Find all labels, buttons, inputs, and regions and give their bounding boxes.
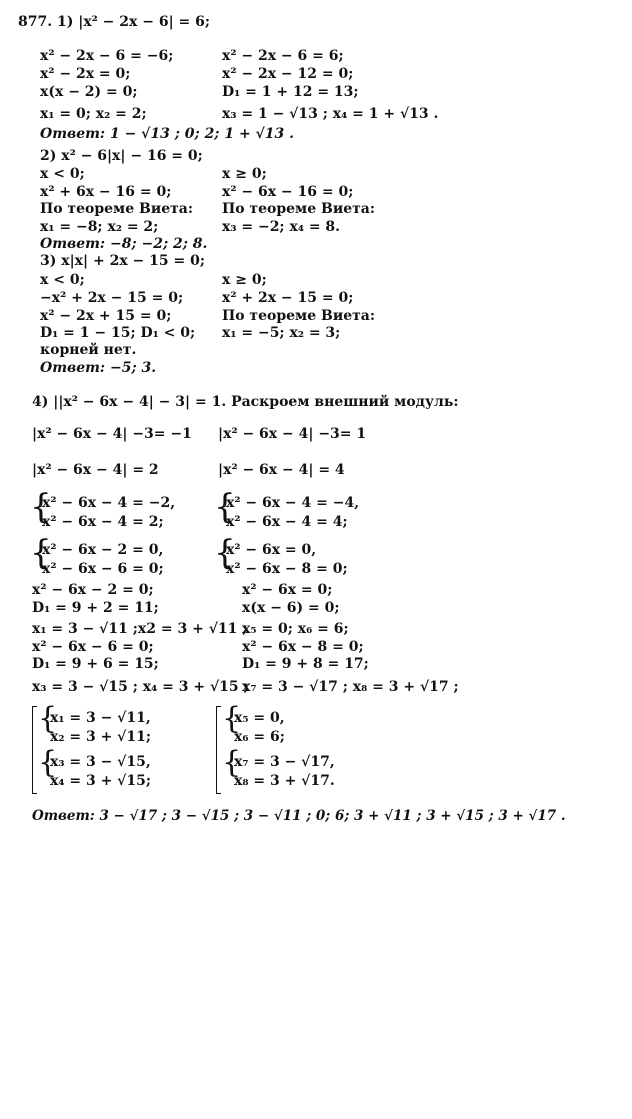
p4-eq2-right: |x² − 6x − 4| = 4 bbox=[218, 462, 345, 478]
brace-icon: { bbox=[222, 701, 242, 736]
p2-left-3: x₁ = −8; x₂ = 2; bbox=[40, 219, 159, 235]
p4-sys1-left-0: x² − 6x − 4 = −2, bbox=[42, 495, 176, 511]
p1-answer: Ответ: 1 − √13 ; 0; 2; 1 + √13 . bbox=[40, 126, 295, 142]
p4-roots-right-1: x₆ = 6; bbox=[234, 729, 285, 745]
p3-left-2: x² − 2x + 15 = 0; bbox=[40, 308, 172, 324]
p2-left-1: x² + 6x − 16 = 0; bbox=[40, 184, 172, 200]
p4-right-5: x₇ = 3 − √17 ; x₈ = 3 + √17 ; bbox=[242, 679, 459, 695]
p4-right-4: D₁ = 9 + 8 = 17; bbox=[242, 656, 369, 672]
p1-left-0: x² − 2x − 6 = −6; bbox=[40, 48, 174, 64]
brace-icon: { bbox=[30, 487, 52, 527]
p1-right-1: x² − 2x − 12 = 0; bbox=[222, 66, 354, 82]
p3-left-3: D₁ = 1 − 15; D₁ < 0; bbox=[40, 325, 196, 341]
p2-right-0: x ≥ 0; bbox=[222, 166, 267, 182]
p4-sys2-left-0: x² − 6x − 2 = 0, bbox=[42, 542, 164, 558]
p4-roots-right-2: x₇ = 3 − √17, bbox=[234, 754, 335, 770]
p2-answer: Ответ: −8; −2; 2; 8. bbox=[40, 236, 208, 252]
p4-roots-left-3: x₄ = 3 + √15; bbox=[50, 773, 152, 789]
p4-sys2-left-1: x² − 6x − 6 = 0; bbox=[42, 561, 164, 577]
p4-eq1-right: |x² − 6x − 4| −3= 1 bbox=[218, 426, 367, 442]
square-bracket-icon bbox=[216, 706, 221, 794]
p4-roots-left-1: x₂ = 3 + √11; bbox=[50, 729, 152, 745]
p3-answer: Ответ: −5; 3. bbox=[40, 360, 157, 376]
problem-header bbox=[18, 14, 210, 31]
part2-header: 2) x² − 6|x| − 16 = 0; bbox=[40, 148, 203, 164]
p2-right-3: x₃ = −2; x₄ = 8. bbox=[222, 219, 341, 235]
brace-icon: { bbox=[38, 745, 58, 780]
p4-answer: Ответ: 3 − √17 ; 3 − √15 ; 3 − √11 ; 0; 6; 3 + √11 ; 3 + √15 ; 3 + √17 . bbox=[32, 808, 566, 824]
p4-left-5: x₃ = 3 − √15 ; x₄ = 3 + √15 ; bbox=[32, 679, 249, 695]
square-bracket-icon bbox=[32, 706, 37, 794]
p4-left-1: D₁ = 9 + 2 = 11; bbox=[32, 600, 159, 616]
p4-sys1-left-1: x² − 6x − 4 = 2; bbox=[42, 514, 164, 530]
part1-header: 1) |x² − 2x − 6| = 6; bbox=[56, 14, 211, 30]
p4-roots-right-0: x₅ = 0, bbox=[234, 710, 285, 726]
p4-left-0: x² − 6x − 2 = 0; bbox=[32, 582, 154, 598]
brace-icon: { bbox=[38, 701, 58, 736]
p4-right-1: x(x − 6) = 0; bbox=[242, 600, 340, 616]
brace-icon: { bbox=[30, 533, 52, 573]
p1-left-2: x(x − 2) = 0; bbox=[40, 84, 138, 100]
p1-right-2: D₁ = 1 + 12 = 13; bbox=[222, 84, 359, 100]
p4-left-2: x₁ = 3 − √11 ;x2 = 3 + √11 ; bbox=[32, 621, 248, 637]
p4-right-3: x² − 6x − 8 = 0; bbox=[242, 639, 364, 655]
p4-sys2-right-0: x² − 6x = 0, bbox=[226, 542, 317, 558]
p3-right-3: x₁ = −5; x₂ = 3; bbox=[222, 325, 341, 341]
p2-left-0: x < 0; bbox=[40, 166, 85, 182]
p2-left-2: По теореме Виета: bbox=[40, 201, 194, 217]
p4-eq1-left: |x² − 6x − 4| −3= −1 bbox=[32, 426, 192, 442]
p4-left-3: x² − 6x − 6 = 0; bbox=[32, 639, 154, 655]
p2-right-1: x² − 6x − 16 = 0; bbox=[222, 184, 354, 200]
brace-icon: { bbox=[214, 533, 236, 573]
p4-roots-right-3: x₈ = 3 + √17. bbox=[234, 773, 335, 789]
p3-left-4: корней нет. bbox=[40, 342, 137, 358]
p4-sys2-right-1: x² − 6x − 8 = 0; bbox=[226, 561, 348, 577]
brace-icon: { bbox=[222, 745, 242, 780]
p1-left-3: x₁ = 0; x₂ = 2; bbox=[40, 106, 147, 122]
p3-left-0: x < 0; bbox=[40, 272, 85, 288]
part3-header: 3) x|x| + 2x − 15 = 0; bbox=[40, 253, 206, 269]
p4-right-2: x₅ = 0; x₆ = 6; bbox=[242, 621, 349, 637]
problem-number: 877. bbox=[18, 14, 53, 30]
p3-right-1: x² + 2x − 15 = 0; bbox=[222, 290, 354, 306]
p4-eq2-left: |x² − 6x − 4| = 2 bbox=[32, 462, 159, 478]
p3-left-1: −x² + 2x − 15 = 0; bbox=[40, 290, 184, 306]
p4-sys1-right-1: x² − 6x − 4 = 4; bbox=[226, 514, 348, 530]
p2-right-2: По теореме Виета: bbox=[222, 201, 376, 217]
p4-sys1-right-0: x² − 6x − 4 = −4, bbox=[226, 495, 360, 511]
p4-roots-left-0: x₁ = 3 − √11, bbox=[50, 710, 151, 726]
p4-right-0: x² − 6x = 0; bbox=[242, 582, 333, 598]
p1-left-1: x² − 2x = 0; bbox=[40, 66, 131, 82]
p4-roots-left-2: x₃ = 3 − √15, bbox=[50, 754, 151, 770]
p1-right-3: x₃ = 1 − √13 ; x₄ = 1 + √13 . bbox=[222, 106, 439, 122]
p3-right-2: По теореме Виета: bbox=[222, 308, 376, 324]
part4-header: 4) ||x² − 6x − 4| − 3| = 1. Раскроем внешний модуль: bbox=[32, 394, 459, 410]
p1-right-0: x² − 2x − 6 = 6; bbox=[222, 48, 344, 64]
p4-left-4: D₁ = 9 + 6 = 15; bbox=[32, 656, 159, 672]
p3-right-0: x ≥ 0; bbox=[222, 272, 267, 288]
brace-icon: { bbox=[214, 487, 236, 527]
